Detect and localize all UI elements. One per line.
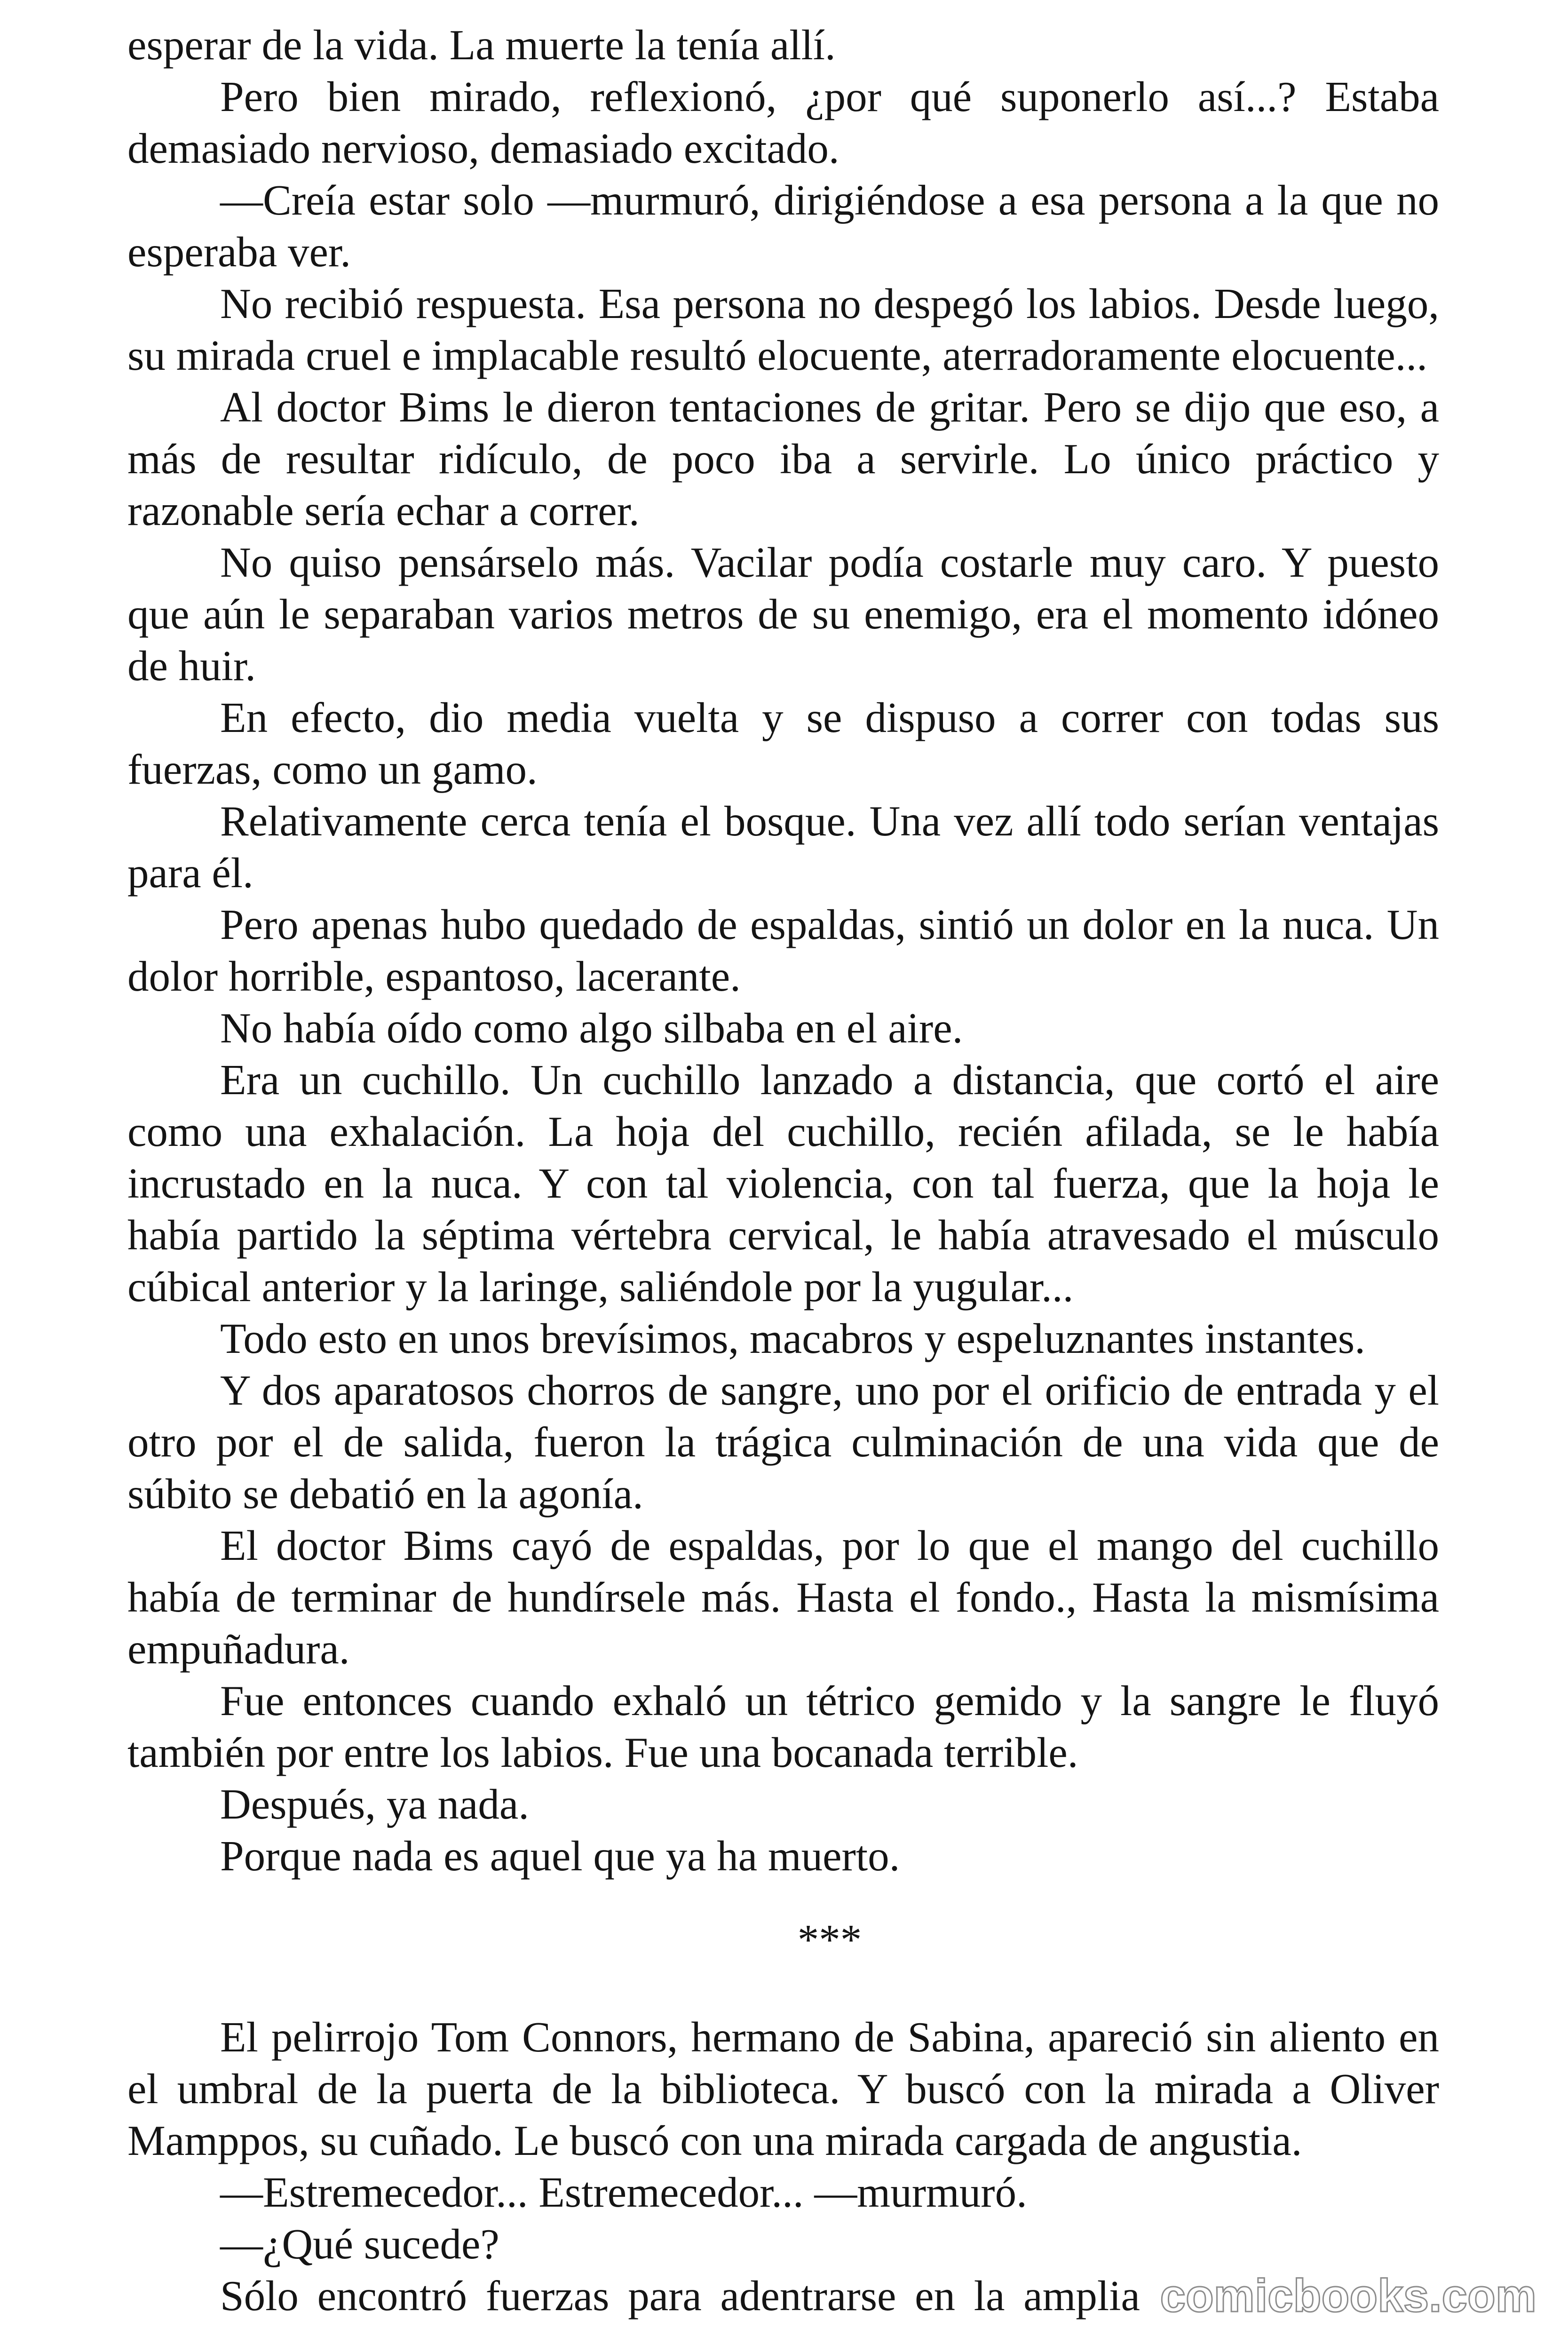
paragraph [127, 1313, 1439, 1365]
paragraph [127, 1002, 1439, 1054]
text-line: incrustado en la nuca. Y con tal violencia, con tal fuerza, que la hoja le [127, 1160, 1439, 1207]
text-line: de huir. [127, 642, 256, 690]
text-line: su mirada cruel e implacable resultó elocuente, aterradoramente elocuente... [127, 332, 1428, 379]
text-line: esperaba ver. [127, 228, 351, 276]
paragraph [127, 71, 1439, 175]
text-line: otro por el de salida, fueron la trágica culminación de una vida que de [127, 1418, 1439, 1466]
paragraph [127, 175, 1439, 278]
text-line: Al doctor Bims le dieron tentaciones de gritar. Pero se dijo que eso, a [220, 383, 1439, 431]
text-line: había de terminar de hundírsele más. Hasta el fondo., Hasta la mismísima [127, 1573, 1439, 1621]
text-line: también por entre los labios. Fue una bocanada terrible. [127, 1729, 1078, 1776]
text-line: como una exhalación. La hoja del cuchillo, recién afilada, se le había [127, 1108, 1439, 1155]
paragraph [127, 537, 1439, 692]
text-line: —¿Qué sucede? [220, 2220, 499, 2268]
paragraph [127, 1675, 1439, 1779]
paragraph [127, 795, 1439, 899]
text-line: Pero bien mirado, reflexionó, ¿por qué suponerlo así...? Estaba [220, 73, 1439, 120]
paragraph [127, 1365, 1439, 1520]
text-line: —Estremecedor... Estremecedor... —murmuró. [220, 2169, 1027, 2216]
text-line: Porque nada es aquel que ya ha muerto. [220, 1832, 900, 1880]
text-line: Fue entonces cuando exhaló un tétrico gemido y la sangre le fluyó [220, 1677, 1439, 1724]
text-line: —Creía estar solo —murmuró, dirigiéndose a esa persona a la que no [220, 176, 1439, 224]
text-line: No quiso pensárselo más. Vacilar podía costarle muy caro. Y puesto [220, 539, 1439, 586]
text-line: El pelirrojo Tom Connors, hermano de Sabina, apareció sin aliento en [220, 2013, 1439, 2061]
text-line: No había oído como algo silbaba en el aire. [220, 1004, 963, 1052]
paragraph [127, 692, 1439, 795]
text-line: Pero apenas hubo quedado de espaldas, sintió un dolor en la nuca. Un [220, 901, 1439, 948]
paragraph [127, 1054, 1439, 1313]
text-line: El doctor Bims cayó de espaldas, por lo que el mango del cuchillo [220, 1522, 1439, 1569]
text-line: Todo esto en unos brevísimos, macabros y espeluznantes instantes. [220, 1315, 1365, 1362]
text-line: cúbical anterior y la laringe, saliéndole por la yugular... [127, 1263, 1074, 1311]
paragraph [127, 381, 1439, 537]
text-line: que aún le separaban varios metros de su enemigo, era el momento idóneo [127, 590, 1439, 638]
text-line: No recibió respuesta. Esa persona no despegó los labios. Desde luego, [220, 280, 1439, 327]
text-line: Después, ya nada. [220, 1780, 529, 1828]
text-line: dolor horrible, espantoso, lacerante. [127, 953, 741, 1000]
paragraph [127, 2167, 1439, 2218]
text-line: razonable sería echar a correr. [127, 487, 640, 534]
watermark-logo: comicbooks.com [1160, 2270, 1536, 2321]
paragraph [127, 1520, 1439, 1675]
text-line: esperar de la vida. La muerte la tenía allí. [127, 21, 836, 69]
text-line: más de resultar ridículo, de poco iba a servirle. Lo único práctico y [127, 435, 1439, 483]
text-line: para él. [127, 849, 253, 897]
text-line: el umbral de la puerta de la biblioteca. Y buscó con la mirada a Oliver [127, 2065, 1439, 2113]
paragraph [127, 2011, 1439, 2167]
text-line: Y dos aparatosos chorros de sangre, uno por el orificio de entrada y el [220, 1367, 1439, 1414]
text-line: Sólo encontró fuerzas para adentrarse en la amplia [220, 2272, 1140, 2320]
paragraph [127, 899, 1439, 1002]
text-line: demasiado nervioso, demasiado excitado. [127, 125, 839, 172]
text-line: Era un cuchillo. Un cuchillo lanzado a distancia, que cortó el aire [220, 1056, 1439, 1104]
text-line: Mamppos, su cuñado. Le buscó con una mirada cargada de angustia. [127, 2117, 1302, 2164]
body-text [127, 19, 1439, 2322]
section-1 [127, 19, 1439, 1882]
paragraph [127, 19, 1439, 71]
paragraph [127, 1779, 1439, 1830]
text-line: En efecto, dio media vuelta y se dispuso a correr con todas sus [220, 694, 1439, 741]
paragraph [127, 278, 1439, 381]
text-line: empuñadura. [127, 1625, 350, 1673]
text-line: Relativamente cerca tenía el bosque. Una vez allí todo serían ventajas [220, 797, 1439, 845]
text-line: súbito se debatió en la agonía. [127, 1470, 643, 1518]
paragraph [127, 1830, 1439, 1882]
scene-break: *** [797, 1916, 862, 1963]
text-line: fuerzas, como un gamo. [127, 746, 538, 793]
text-line: había partido la séptima vértebra cervical, le había atravesado el músculo [127, 1211, 1439, 1259]
paragraph [127, 2218, 1439, 2270]
